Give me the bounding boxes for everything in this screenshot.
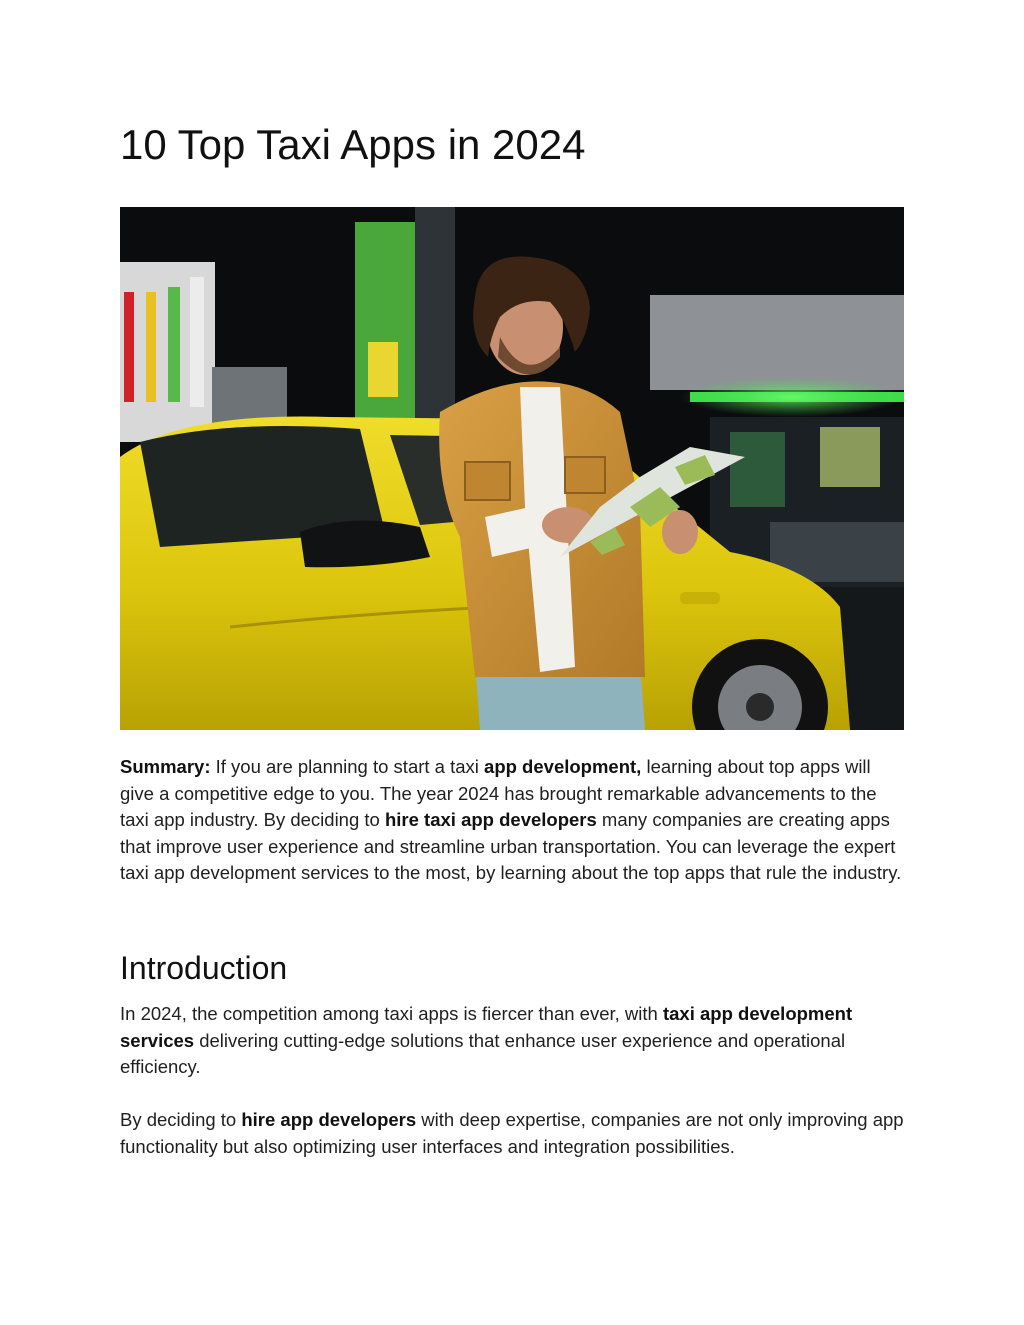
- hero-photo: [120, 207, 904, 730]
- summary-paragraph: [120, 754, 904, 887]
- summary-label: Summary:: [120, 756, 211, 777]
- intro-p1-text-2: delivering cutting-edge solutions that enhance user experience and operational efficiency.: [120, 1029, 846, 1077]
- introduction-paragraph-2: [120, 1107, 904, 1160]
- summary-text-2: learning about top apps will give a competitive edge to you. The year 2024 has brought remarkable advancements to the taxi app industry. By deciding to: [120, 756, 877, 830]
- summary-bold-hire-taxi-app-developers: hire taxi app developers: [384, 809, 597, 830]
- page-title: 10 Top Taxi Apps in 2024: [120, 121, 586, 168]
- intro-p1-text-1: In 2024, the competition among taxi apps is fiercer than ever, with: [120, 1003, 663, 1024]
- introduction-paragraph-1: [120, 1001, 904, 1081]
- summary-text-1: If you are planning to start a taxi: [210, 756, 485, 777]
- intro-p2-text-2: with deep expertise, companies are not only improving app functionality but also optimizing user interfaces and integration possibilities.: [120, 1109, 904, 1157]
- summary-bold-app-development: app development,: [484, 756, 642, 777]
- introduction-heading: Introduction: [120, 950, 288, 986]
- hero-image: [120, 207, 904, 730]
- intro-p2-bold-hire-app-developers: hire app developers: [241, 1109, 417, 1130]
- green-pillar: [355, 207, 455, 432]
- intro-p2-text-1: By deciding to: [120, 1109, 242, 1130]
- summary-text-3: many companies are creating apps that improve user experience and streamline urban transportation. You can leverage the expert taxi app development services to the most, by learning about the top apps that rule the industry.: [120, 809, 902, 883]
- intro-p1-bold-taxi-app-development-services: taxi app development services: [120, 1003, 853, 1051]
